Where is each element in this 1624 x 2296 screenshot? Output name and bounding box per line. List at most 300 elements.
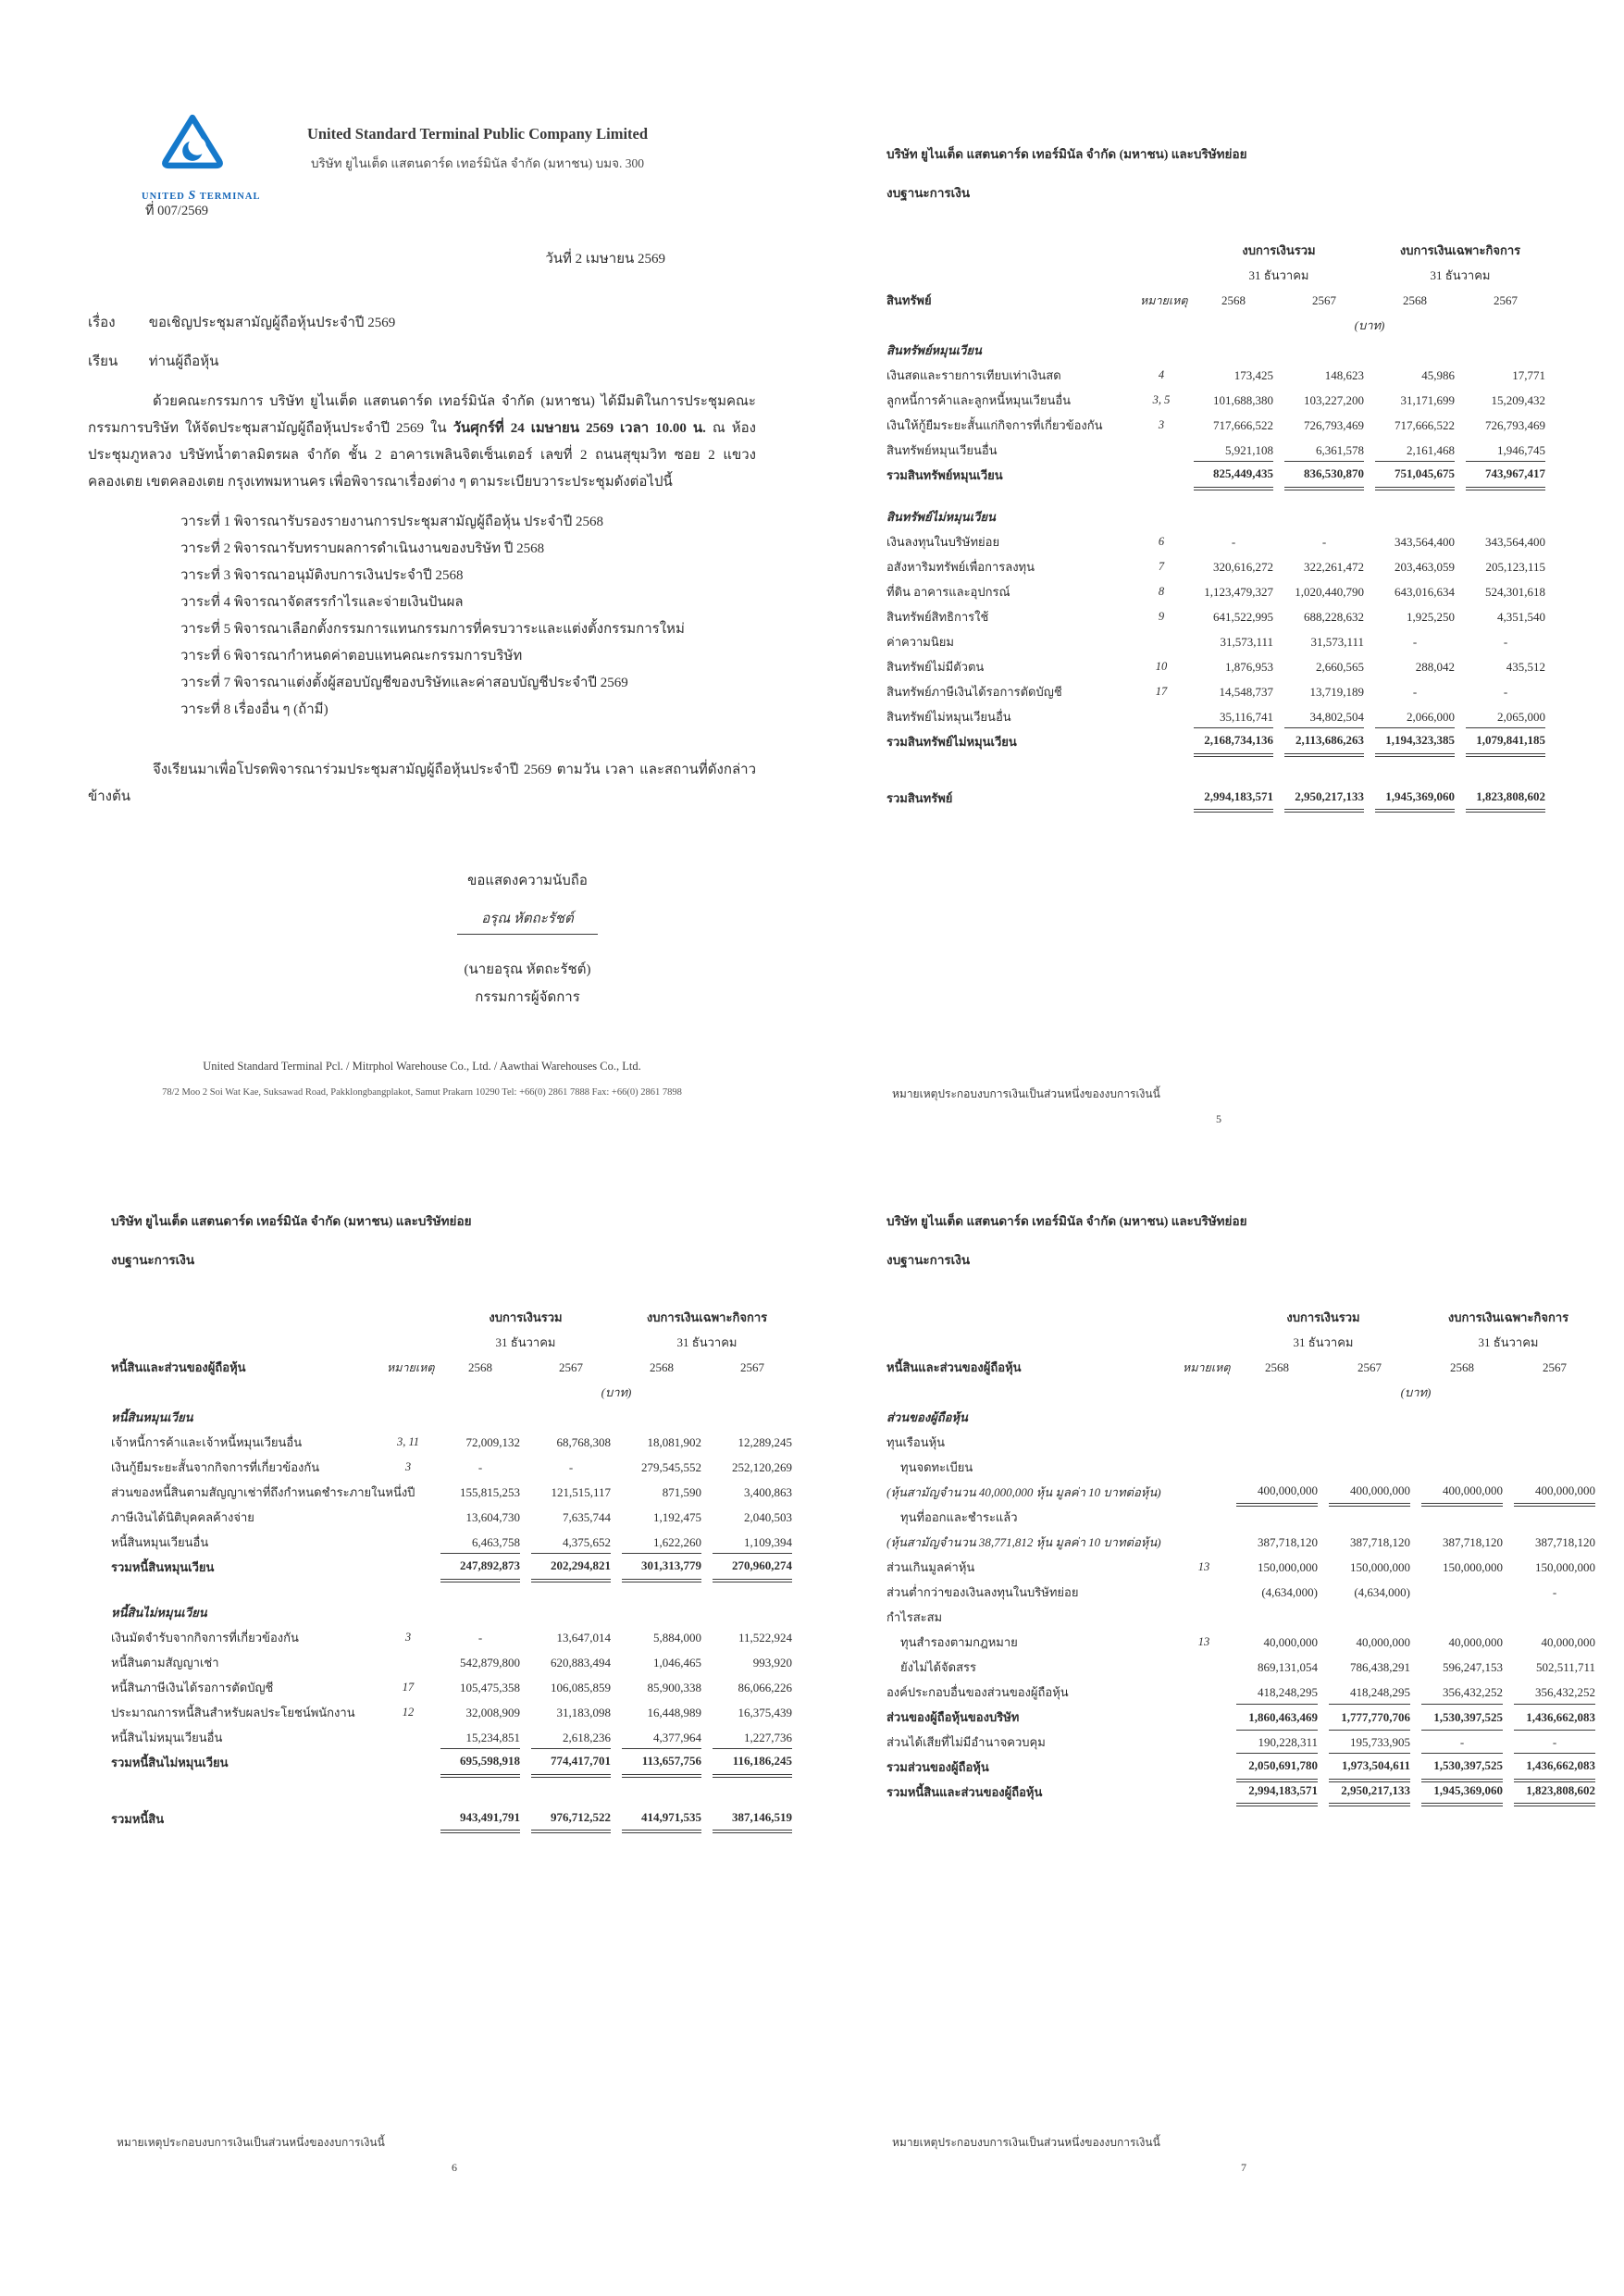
row-value: 1,823,808,602 — [1514, 1778, 1595, 1806]
row-value: 695,598,918 — [440, 1748, 520, 1778]
year-header: 2567 — [559, 1359, 583, 1374]
table-row — [886, 704, 1545, 729]
row-value: 205,123,115 — [1485, 559, 1545, 574]
row-value: 155,815,253 — [460, 1484, 520, 1499]
regards-line: ขอแสดงความนับถือ — [467, 874, 588, 888]
row-value: 1,192,475 — [653, 1509, 701, 1524]
year-header: 2568 — [468, 1359, 492, 1374]
row-label: ลูกหนี้การค้าและลูกหนี้หมุนเวียนอื่น — [886, 393, 1072, 407]
table-row — [111, 1650, 792, 1675]
year-header: 2568 — [1450, 1359, 1474, 1374]
row-value: 45,986 — [1421, 367, 1455, 382]
row-value: 150,000,000 — [1443, 1559, 1503, 1574]
table-row — [886, 504, 1545, 529]
row-value: 150,000,000 — [1350, 1559, 1410, 1574]
year-header: 2567 — [740, 1359, 764, 1374]
row-value: 524,301,618 — [1485, 584, 1545, 599]
row-value: 387,718,120 — [1443, 1534, 1503, 1549]
row-value: 418,248,295 — [1258, 1684, 1318, 1699]
addressee-text: ท่านผู้ถือหุ้น — [148, 354, 219, 369]
row-value: 288,042 — [1415, 659, 1455, 674]
row-value: 869,131,054 — [1258, 1659, 1318, 1674]
row-label: ค่าความนิยม — [886, 635, 954, 649]
row-value: 726,793,469 — [1485, 417, 1545, 432]
assets-table-body — [886, 338, 1545, 811]
row-value: 7,635,744 — [563, 1509, 611, 1524]
table-row — [111, 1430, 792, 1455]
statement-footer — [117, 2134, 792, 2175]
table-row — [111, 1505, 792, 1530]
footer-companies: United Standard Terminal Pcl. / Mitrphol Warehouse Co., Ltd. / Aawthai Warehouses Co., Ltd. — [203, 1060, 641, 1073]
row-value: 13,647,014 — [556, 1630, 611, 1644]
row-label: ส่วนของผู้ถือหุ้น — [886, 1410, 968, 1424]
row-label: ที่ดิน อาคารและอุปกรณ์ — [886, 585, 1010, 599]
row-value: 1,079,841,185 — [1466, 727, 1545, 757]
row-label: เจ้าหนี้การค้าและเจ้าหนี้หมุนเวียนอื่น — [111, 1435, 303, 1449]
col-group-consolidated: งบการเงินรวม — [1286, 1310, 1360, 1324]
reference-number: ที่ 007/2569 — [145, 204, 208, 218]
row-value: - — [1231, 534, 1236, 549]
row-label: (หุ้นสามัญจำนวน 38,771,812 หุ้น มูลค่า 10 บาทต่อหุ้น) — [886, 1535, 1161, 1549]
table-row — [886, 413, 1545, 438]
row-label: กำไรสะสม — [886, 1610, 943, 1624]
row-value — [531, 1405, 611, 1430]
row-label: หนี้สินหมุนเวียนอื่น — [111, 1535, 209, 1549]
row-value — [1236, 1430, 1318, 1455]
currency-note: (บาท) — [1400, 1385, 1432, 1399]
row-value: 17,771 — [1512, 367, 1545, 382]
subject-text: ขอเชิญประชุมสามัญผู้ถือหุ้นประจำปี 2569 — [148, 316, 396, 330]
table-row — [886, 1780, 1595, 1805]
row-label: สินทรัพย์หมุนเวียนอื่น — [886, 443, 998, 457]
col-group-separate: งบการเงินเฉพาะกิจการ — [1447, 1310, 1569, 1324]
row-value: 2,066,000 — [1407, 709, 1455, 724]
signer-title: กรรมการผู้จัดการ — [475, 990, 580, 1005]
row-value: 16,375,439 — [738, 1705, 792, 1719]
page-number: 6 — [452, 2161, 457, 2174]
row-note: 3, 11 — [396, 1435, 420, 1448]
row-note: 3 — [404, 1631, 412, 1644]
row-value: 121,515,117 — [551, 1484, 611, 1499]
table-row — [886, 363, 1545, 388]
row-value: 173,425 — [1233, 367, 1273, 382]
row-value: 387,718,120 — [1535, 1534, 1595, 1549]
currency-row — [886, 313, 1545, 338]
table-row — [886, 579, 1545, 604]
row-value: 726,793,469 — [1304, 417, 1364, 432]
row-value: 18,081,902 — [647, 1434, 701, 1449]
statement-footnote: หมายเหตุประกอบงบการเงินเป็นส่วนหนึ่งของงบการเงินนี้ — [117, 2136, 385, 2149]
row-value: 993,920 — [752, 1655, 792, 1669]
agenda-item: วาระที่ 2 พิจารณารับทราบผลการดำเนินงานของบริษัท ปี 2568 — [180, 541, 545, 556]
row-value: 72,009,132 — [465, 1434, 520, 1449]
row-value: 103,227,200 — [1304, 392, 1364, 407]
row-value — [531, 1600, 611, 1625]
year-header: 2567 — [1312, 292, 1336, 307]
row-value — [1421, 1455, 1503, 1480]
row-value: 2,994,183,571 — [1194, 784, 1273, 813]
row-value — [440, 1600, 520, 1625]
agenda-list — [180, 509, 756, 724]
row-value — [1421, 1605, 1503, 1630]
row-value: 400,000,000 — [1236, 1478, 1318, 1507]
table-row — [886, 529, 1545, 554]
row-value: 418,248,295 — [1350, 1684, 1410, 1699]
agenda-item: วาระที่ 4 พิจารณาจัดสรรกำไรและจ่ายเงินปันผล — [180, 595, 464, 610]
year-header: 2567 — [1494, 292, 1518, 307]
row-value: 1,436,662,083 — [1514, 1704, 1595, 1731]
agenda-item: วาระที่ 5 พิจารณาเลือกตั้งกรรมการแทนกรรมการที่ครบวาระและแต่งตั้งกรรมการใหม่ — [180, 622, 685, 637]
handwritten-signature: อรุณ หัตถะรัชต์ — [457, 906, 597, 935]
row-value: 40,000,000 — [1541, 1634, 1595, 1649]
table-row — [111, 1725, 792, 1750]
row-value — [1194, 504, 1273, 529]
col-group-consolidated: งบการเงินรวม — [1242, 243, 1316, 257]
statement-footer — [892, 2134, 1595, 2175]
row-value: (4,634,000) — [1354, 1584, 1410, 1599]
row-note: 9 — [1158, 610, 1165, 623]
row-label: หนี้สินหมุนเวียน — [111, 1410, 193, 1424]
column-group-row — [886, 1305, 1595, 1330]
row-label: หนี้สินไม่หมุนเวียนอื่น — [111, 1731, 223, 1744]
row-value: 40,000,000 — [1356, 1634, 1410, 1649]
row-value: 1,946,745 — [1497, 442, 1545, 457]
row-value: 2,950,217,133 — [1284, 784, 1364, 813]
row-value: 2,660,565 — [1316, 659, 1364, 674]
row-value: 387,718,120 — [1350, 1534, 1410, 1549]
table-row — [886, 438, 1545, 463]
closing-paragraph: จึงเรียนมาเพื่อโปรดพิจารณาร่วมประชุมสามัญผู้ถือหุ้นประจำปี 2569 ตามวัน เวลา และสถานที่ดังกล่าวข้างต้น — [88, 763, 756, 804]
table-row — [886, 1605, 1595, 1630]
row-value: 105,475,358 — [460, 1680, 520, 1694]
row-value — [713, 1405, 792, 1430]
row-label: ยังไม่ได้จัดสรร — [900, 1660, 977, 1674]
statement-company: บริษัท ยูไนเต็ด แสตนดาร์ด เทอร์มินัล จำกัด (มหาชน) และบริษัทย่อย — [111, 1214, 472, 1228]
row-value: 203,463,059 — [1395, 559, 1455, 574]
row-value: 1,227,736 — [744, 1730, 792, 1744]
column-group-row — [886, 238, 1545, 263]
row-value — [1421, 1505, 1503, 1530]
row-value: 320,616,272 — [1213, 559, 1273, 574]
date-label: 31 ธันวาคม — [1248, 268, 1309, 282]
liabilities-statement-page — [111, 1210, 792, 2175]
row-label: รวมสินทรัพย์ — [886, 791, 953, 805]
statement-title: งบฐานะการเงิน — [886, 186, 971, 200]
row-label: สินทรัพย์หมุนเวียน — [886, 343, 982, 357]
section-label: สินทรัพย์ — [886, 293, 932, 307]
liabilities-table-body — [111, 1405, 792, 1831]
section-label: หนี้สินและส่วนของผู้ถือหุ้น — [111, 1360, 246, 1374]
row-label: รวมสินทรัพย์หมุนเวียน — [886, 468, 1003, 482]
table-spacer — [111, 1580, 792, 1600]
subject-line — [88, 310, 756, 337]
row-value: 4,377,964 — [653, 1730, 701, 1744]
row-value: 343,564,400 — [1395, 534, 1455, 549]
row-value: 301,313,779 — [622, 1553, 701, 1582]
table-row — [886, 629, 1545, 654]
footer-address: 78/2 Moo 2 Soi Wat Kae, Suksawad Road, Pakklongbangplakot, Samut Prakarn 10290 Tel: +66(0) 2861 7888 Fax: +66(0) 2861 7898 — [162, 1087, 682, 1098]
row-value: 400,000,000 — [1329, 1478, 1410, 1507]
row-value: 150,000,000 — [1535, 1559, 1595, 1574]
letter-footer — [88, 1053, 756, 1099]
row-value: 1,109,394 — [744, 1534, 792, 1549]
row-label: หนี้สินไม่หมุนเวียน — [111, 1606, 207, 1620]
row-value: 786,438,291 — [1350, 1659, 1410, 1674]
row-value: 322,261,472 — [1304, 559, 1364, 574]
date-label: 31 ธันวาคม — [1478, 1335, 1539, 1349]
table-row — [111, 1480, 792, 1505]
row-value: 101,688,380 — [1213, 392, 1273, 407]
date-row — [886, 263, 1545, 288]
col-group-separate: งบการเงินเฉพาะกิจการ — [646, 1310, 768, 1324]
statement-title: งบฐานะการเงิน — [111, 1253, 195, 1267]
statement-footer — [892, 1086, 1545, 1126]
row-note: 10 — [1155, 660, 1168, 673]
row-value: 32,008,909 — [465, 1705, 520, 1719]
addressee-line — [88, 349, 756, 376]
row-label: สินทรัพย์ไม่หมุนเวียนอื่น — [886, 710, 1011, 724]
row-value: - — [477, 1630, 483, 1644]
row-label: ประมาณการหนี้สินสำหรับผลประโยชน์พนักงาน — [111, 1706, 355, 1719]
row-value: 4,351,540 — [1497, 609, 1545, 624]
table-spacer — [886, 754, 1545, 786]
row-value: 717,666,522 — [1395, 417, 1455, 432]
row-value: 35,116,741 — [1219, 709, 1273, 724]
row-value: 279,545,552 — [641, 1459, 701, 1474]
row-value: 596,247,153 — [1443, 1659, 1503, 1674]
row-label: เงินกู้ยืมระยะสั้นจากกิจการที่เกี่ยวข้องกัน — [111, 1460, 320, 1474]
row-value: 68,768,308 — [556, 1434, 611, 1449]
row-value — [1236, 1455, 1318, 1480]
row-label: ทุนสำรองตามกฎหมาย — [900, 1635, 1018, 1649]
statement-footnote: หมายเหตุประกอบงบการเงินเป็นส่วนหนึ่งของงบการเงินนี้ — [892, 1087, 1160, 1100]
row-value: 641,522,995 — [1213, 609, 1273, 624]
row-value: 5,884,000 — [653, 1630, 701, 1644]
row-label: ส่วนของผู้ถือหุ้นของบริษัท — [886, 1710, 1020, 1724]
row-value: 3,400,863 — [744, 1484, 792, 1499]
row-value: 4,375,652 — [563, 1534, 611, 1549]
row-value: 116,186,245 — [713, 1748, 792, 1778]
table-row — [886, 1730, 1595, 1755]
table-row — [886, 1505, 1595, 1530]
row-value: 943,491,791 — [440, 1805, 520, 1833]
row-value: 620,883,494 — [551, 1655, 611, 1669]
row-value — [1329, 1505, 1410, 1530]
row-value — [1514, 1430, 1595, 1455]
date-label: 31 ธันวาคม — [676, 1335, 738, 1349]
row-label: (หุ้นสามัญจำนวน 40,000,000 หุ้น มูลค่า 10 บาทต่อหุ้น) — [886, 1485, 1161, 1499]
row-value — [1329, 1605, 1410, 1630]
year-header: 2567 — [1357, 1359, 1382, 1374]
row-value: 836,530,870 — [1284, 461, 1364, 490]
row-label: ทุนจดทะเบียน — [900, 1460, 973, 1474]
table-row — [886, 729, 1545, 754]
table-row — [886, 786, 1545, 811]
row-value: 106,085,859 — [551, 1680, 611, 1694]
row-value: 2,168,734,136 — [1194, 727, 1273, 757]
row-note: 3, 5 — [1152, 393, 1171, 406]
row-value: - — [1459, 1734, 1465, 1749]
row-value: 387,718,120 — [1258, 1534, 1318, 1549]
row-value: 1,777,770,706 — [1329, 1704, 1410, 1731]
row-value: 2,050,691,780 — [1236, 1753, 1318, 1782]
table-row — [111, 1455, 792, 1480]
row-label: สินทรัพย์ไม่มีตัวตน — [886, 660, 985, 674]
agenda-item: วาระที่ 8 เรื่องอื่น ๆ (ถ้ามี) — [180, 702, 329, 717]
row-value: 743,967,417 — [1466, 461, 1545, 490]
row-note: 17 — [1155, 685, 1168, 698]
row-value — [440, 1405, 520, 1430]
statement-company: บริษัท ยูไนเต็ด แสตนดาร์ด เทอร์มินัล จำกัด (มหาชน) และบริษัทย่อย — [886, 147, 1247, 161]
row-value — [1375, 504, 1455, 529]
row-value — [1284, 504, 1364, 529]
row-value: 31,183,098 — [556, 1705, 611, 1719]
date-row — [111, 1330, 792, 1355]
row-value: 2,065,000 — [1497, 709, 1545, 724]
row-value — [1194, 338, 1273, 363]
row-value: - — [1552, 1584, 1557, 1599]
row-value: - — [1412, 634, 1418, 649]
row-value: (4,634,000) — [1261, 1584, 1318, 1599]
row-value — [622, 1600, 701, 1625]
row-value: 1,823,808,602 — [1466, 784, 1545, 813]
row-note: 7 — [1158, 560, 1165, 573]
row-value — [1421, 1580, 1503, 1605]
row-value: 40,000,000 — [1448, 1634, 1503, 1649]
row-value: 113,657,756 — [622, 1748, 701, 1778]
table-row — [886, 388, 1545, 413]
table-spacer — [111, 1775, 792, 1806]
row-value: - — [568, 1459, 574, 1474]
statement-title: งบฐานะการเงิน — [886, 1253, 971, 1267]
row-value — [1421, 1430, 1503, 1455]
year-header: 2568 — [1403, 292, 1427, 307]
row-value: 1,194,323,385 — [1375, 727, 1455, 757]
row-label: ภาษีเงินได้นิติบุคคลค้างจ่าย — [111, 1510, 254, 1524]
row-value: 1,945,369,060 — [1375, 784, 1455, 813]
row-note: 6 — [1158, 535, 1165, 548]
row-value: 717,666,522 — [1213, 417, 1273, 432]
table-row — [886, 1705, 1595, 1730]
table-row — [886, 1680, 1595, 1705]
row-value — [713, 1600, 792, 1625]
row-value — [1514, 1605, 1595, 1630]
row-value: - — [1503, 634, 1508, 649]
table-row — [886, 1630, 1595, 1655]
row-value: 247,892,873 — [440, 1553, 520, 1582]
company-names — [199, 120, 756, 177]
row-value — [1421, 1405, 1503, 1430]
row-value: - — [1321, 534, 1327, 549]
currency-row — [886, 1380, 1595, 1405]
row-value: 2,950,217,133 — [1329, 1778, 1410, 1806]
row-value — [1236, 1605, 1318, 1630]
page-number: 7 — [1241, 2161, 1246, 2174]
table-header — [886, 238, 1545, 338]
row-note: 8 — [1158, 585, 1165, 598]
table-header — [886, 1305, 1595, 1405]
row-value: 11,522,924 — [738, 1630, 792, 1644]
row-value: 2,161,468 — [1407, 442, 1455, 457]
agenda-item: วาระที่ 7 พิจารณาแต่งตั้งผู้สอบบัญชีของบริษัทและค่าสอบบัญชีประจำปี 2569 — [180, 676, 628, 690]
row-value: 751,045,675 — [1375, 461, 1455, 490]
table-row — [111, 1675, 792, 1700]
year-row — [111, 1355, 792, 1380]
table-row — [111, 1600, 792, 1625]
row-value: 5,921,108 — [1225, 442, 1273, 457]
letter-date: วันที่ 2 เมษายน 2569 — [545, 252, 665, 267]
table-row — [111, 1530, 792, 1555]
row-label: สินทรัพย์สิทธิการใช้ — [886, 610, 989, 624]
addressee-label: เรียน — [88, 354, 118, 369]
currency-note: (บาท) — [1354, 318, 1385, 332]
row-label: รวมหนี้สินไม่หมุนเวียน — [111, 1756, 229, 1769]
currency-row — [111, 1380, 792, 1405]
row-note: 12 — [402, 1706, 415, 1719]
row-value: 871,590 — [662, 1484, 701, 1499]
signer-name: (นายอรุณ หัตถะรัชต์) — [464, 962, 591, 977]
row-value: 400,000,000 — [1421, 1478, 1503, 1507]
row-value: 34,802,504 — [1309, 709, 1364, 724]
row-value: 502,511,711 — [1535, 1659, 1595, 1674]
row-value — [1236, 1505, 1318, 1530]
row-value — [1514, 1405, 1595, 1430]
row-value: 12,289,245 — [738, 1434, 792, 1449]
equity-statement-page — [886, 1210, 1595, 2175]
row-value: 1,436,662,083 — [1514, 1753, 1595, 1782]
row-value — [1466, 338, 1545, 363]
row-value: 40,000,000 — [1263, 1634, 1318, 1649]
table-row — [886, 1480, 1595, 1505]
row-value: 195,733,905 — [1350, 1734, 1410, 1749]
row-value: 976,712,522 — [531, 1805, 611, 1833]
row-value: 1,945,369,060 — [1421, 1778, 1503, 1806]
subject-label: เรื่อง — [88, 316, 116, 330]
row-value: 31,171,699 — [1400, 392, 1455, 407]
table-row — [886, 1430, 1595, 1455]
date-label: 31 ธันวาคม — [1430, 268, 1491, 282]
row-value: 202,294,821 — [531, 1553, 611, 1582]
row-value — [1514, 1505, 1595, 1530]
row-value: 1,046,465 — [653, 1655, 701, 1669]
row-label: หนี้สินตามสัญญาเช่า — [111, 1656, 219, 1669]
row-value: 6,463,758 — [472, 1534, 520, 1549]
table-row — [886, 1580, 1595, 1605]
row-note: 3 — [1158, 418, 1165, 431]
table-row — [886, 1530, 1595, 1555]
table-row — [886, 463, 1545, 488]
row-note: 3 — [404, 1460, 412, 1473]
col-group-separate: งบการเงินเฉพาะกิจการ — [1399, 243, 1521, 257]
table-row — [886, 1405, 1595, 1430]
row-value: 1,123,479,327 — [1204, 584, 1273, 599]
table-row — [886, 1455, 1595, 1480]
row-label: เงินมัดจำรับจากกิจการที่เกี่ยวข้องกัน — [111, 1631, 299, 1644]
row-note: 17 — [402, 1681, 415, 1694]
statement-company: บริษัท ยูไนเต็ด แสตนดาร์ด เทอร์มินัล จำกัด (มหาชน) และบริษัทย่อย — [886, 1214, 1247, 1228]
row-value: - — [1412, 684, 1418, 699]
row-value: 1,925,250 — [1407, 609, 1455, 624]
col-group-consolidated: งบการเงินรวม — [489, 1310, 563, 1324]
table-row — [886, 554, 1545, 579]
row-label: ทุนที่ออกและชำระแล้ว — [900, 1510, 1018, 1524]
note-header: หมายเหตุ — [1183, 1360, 1231, 1374]
row-note: 13 — [1197, 1635, 1210, 1648]
row-note: 13 — [1197, 1560, 1210, 1573]
row-value: 13,719,189 — [1309, 684, 1364, 699]
note-header: หมายเหตุ — [1140, 293, 1188, 307]
table-row — [111, 1750, 792, 1775]
